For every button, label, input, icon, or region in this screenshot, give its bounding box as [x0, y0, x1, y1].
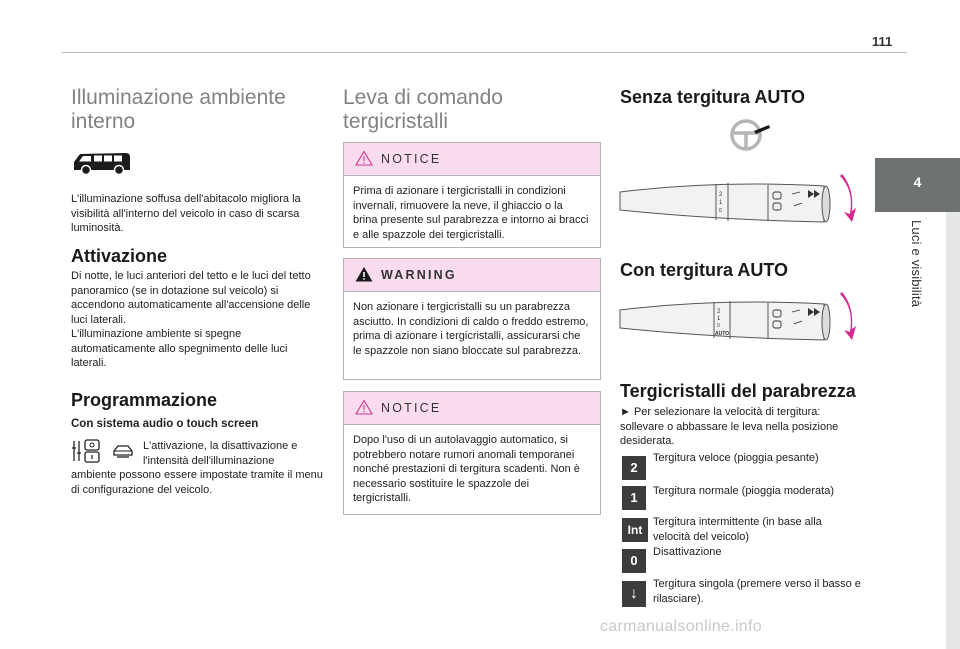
activation-text: Di notte, le luci anteriori del tetto e le luci del tetto panoramico (se in dotazione sul veicolo) si accendono automaticamente all'accensione delle luci laterali. L'illuminazione ambiente si spegne automaticamente allo spegnimento delle luci laterali. [71, 270, 311, 369]
mode-badge-fast: 2 [622, 456, 646, 480]
programming-text-a: L'attivazione, la disattivazione e l'intensità dell'illuminazione [143, 440, 298, 467]
auto-lever-label: AUTO [715, 331, 730, 337]
notice-header [344, 392, 600, 425]
warning-box [343, 258, 601, 380]
warning-label: WARNING [381, 268, 457, 282]
windshield-heading: Tergicristalli del parabrezza [620, 381, 856, 401]
header-rule [62, 52, 907, 53]
chapter-title: Luci e visibilità [909, 220, 924, 308]
no-auto-heading: Senza tergitura AUTO [620, 87, 806, 107]
rotate-arrow-icon [840, 292, 856, 340]
windshield-intro: ► Per selezionare la velocità di tergitura: sollevare o abbassare le leva nella posizione desiderata. [620, 406, 839, 447]
warning-triangle-icon [355, 266, 373, 282]
mode-text-int: Tergitura intermittente (in base alla velocità del veicolo) [653, 516, 822, 543]
chapter-number: 4 [913, 174, 922, 190]
ambient-intro: L'illuminazione soffusa dell'abitacolo migliora la visibilità all'interno del veicolo in caso di scarsa luminosità. [71, 193, 301, 234]
notice-triangle-icon [355, 399, 373, 415]
notice-label: NOTICE [381, 401, 442, 415]
touchscreen-icon [71, 439, 101, 464]
wiper-lever-auto-diagram [618, 288, 858, 360]
svg-text:1: 1 [717, 316, 721, 322]
chapter-tab[interactable] [875, 158, 960, 212]
svg-text:2: 2 [717, 309, 721, 315]
svg-text:1: 1 [719, 200, 723, 206]
programming-text-b: ambiente possono essere impostate tramite il menu di configurazione del veicolo. [71, 469, 323, 496]
notice-text: Prima di azionare i tergicristalli in condizioni invernali, rimuovere la neve, il ghiaccio o la brina presente sul parabrezza e intorno ai bracci e alle spazzole dei tergicristalli. [353, 185, 589, 241]
section-title-ambient [71, 86, 286, 134]
title-line: Leva di comando [343, 86, 503, 109]
svg-text:2: 2 [719, 192, 723, 198]
page-number: 111 [872, 34, 893, 49]
svg-text:0: 0 [717, 323, 720, 329]
chapter-band [946, 212, 960, 649]
notice-triangle-icon [355, 150, 373, 166]
notice-box-2 [343, 391, 601, 515]
mode-badge-off: 0 [622, 549, 646, 573]
steering-wheel-icon [728, 117, 772, 153]
rotate-arrow-icon [840, 174, 856, 222]
svg-text:0: 0 [719, 208, 722, 214]
programming-heading: Programmazione [71, 390, 218, 410]
section-title-wiper-lever [343, 86, 503, 134]
notice-label: NOTICE [381, 152, 442, 166]
warning-header [344, 259, 600, 292]
mode-badge-normal: 1 [622, 486, 646, 510]
car-settings-icon [112, 443, 134, 459]
mode-text-off: Disattivazione [653, 546, 722, 558]
mode-text-normal: Tergitura normale (pioggia moderata) [653, 485, 834, 497]
mode-text-single: Tergitura singola (premere verso il basso e rilasciare). [653, 578, 861, 605]
title-line: interno [71, 110, 136, 133]
mode-badge-single: ↓ [622, 581, 646, 607]
title-line: tergicristalli [343, 110, 449, 133]
warning-text: Non azionare i tergicristalli su un parabrezza asciutto. In condizioni di caldo o freddo estremo, prima di azionare i tergicristalli, assicurarsi che le spazzole non siano bloccate sul parabrezza. [353, 301, 589, 357]
programming-subheading: Con sistema audio o touch screen [71, 418, 259, 430]
title-line: Illuminazione ambiente [71, 86, 286, 109]
mode-badge-int: Int [622, 518, 648, 542]
activation-heading: Attivazione [71, 246, 168, 266]
watermark: carmanualsonline.info [600, 618, 762, 635]
notice-box-1 [343, 142, 601, 248]
auto-heading: Con tergitura AUTO [620, 260, 789, 280]
notice-header [344, 143, 600, 176]
van-icon [72, 148, 132, 176]
notice-text: Dopo l'uso di un autolavaggio automatico, si potrebbero notare rumori anomali temporanei nonché prestazioni di tergitura scadenti. Non è necessario sostituire le spazzole dei tergicristalli. [353, 434, 580, 504]
mode-text-fast: Tergitura veloce (pioggia pesante) [653, 452, 819, 464]
wiper-lever-diagram [618, 170, 858, 244]
